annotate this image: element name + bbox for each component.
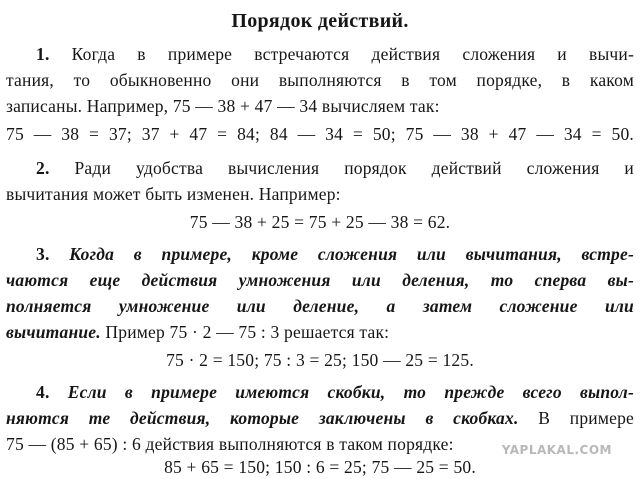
rule2-line1 (6, 158, 634, 179)
rule1-number: 1. (36, 44, 50, 64)
rule4-line2 (6, 408, 634, 429)
rule4-number: 4. (36, 382, 50, 402)
rule4-line1 (6, 382, 634, 403)
page-title: Порядок действий. (231, 10, 409, 32)
rule3-number: 3. (36, 244, 50, 264)
rule3-line4-italic: вычитание. (6, 322, 101, 342)
rule2-text-line1: Ради удобства вычисления порядок действий сложения и (74, 158, 634, 178)
rule3-line3: полняется умножение или деление, а затем сложение или (6, 296, 634, 316)
rule3-line4-rest: Пример 75 · 2 — 75 : 3 решается так: (105, 322, 390, 342)
rule4-line2-rest: В примере (538, 408, 634, 428)
rule4-line2-italic: няются те действия, которые заключены в скобках. (6, 408, 519, 428)
rule1-text-line1: Когда в примере встречаются действия сложения и вычи- (71, 44, 635, 64)
rule4-line3: 75 — (85 + 65) : 6 действия выполняются в таком порядке: (6, 434, 454, 454)
rule1-line1 (6, 44, 634, 65)
rule1-line3: записаны. Например, 75 — 38 + 47 — 34 вычисляем так: (6, 96, 440, 116)
rule1-formula: 75 — 38 = 37; 37 + 47 = 84; 84 — 34 = 50; 75 — 38 + 47 — 34 = 50. (6, 124, 634, 144)
rule2-number: 2. (36, 158, 50, 178)
rule4-formula: 85 + 65 = 150; 150 : 6 = 25; 75 — 25 = 50. (164, 457, 476, 477)
site-watermark: YAPLAKAL.COM (501, 443, 612, 457)
rule3-line1 (6, 244, 634, 265)
rule3-formula: 75 · 2 = 150; 75 : 3 = 25; 150 — 25 = 125. (166, 350, 474, 370)
rule3-line4 (6, 322, 634, 343)
rule4-text-line1: Если в примере имеются скобки, то прежде всего выпол- (67, 382, 634, 402)
rule2-formula: 75 — 38 + 25 = 75 + 25 — 38 = 62. (189, 212, 451, 232)
rule1-line2: тания, то обыкновенно они выполняются в том порядке, в каком (6, 70, 634, 90)
rule2-line2: вычитания может быть изменен. Например: (6, 184, 341, 204)
rule3-line2: чаются еще действия умножения или деления, то сперва вы- (6, 270, 634, 290)
rule3-text-line1: Когда в примере, кроме сложения или вычитания, встре- (69, 244, 634, 264)
